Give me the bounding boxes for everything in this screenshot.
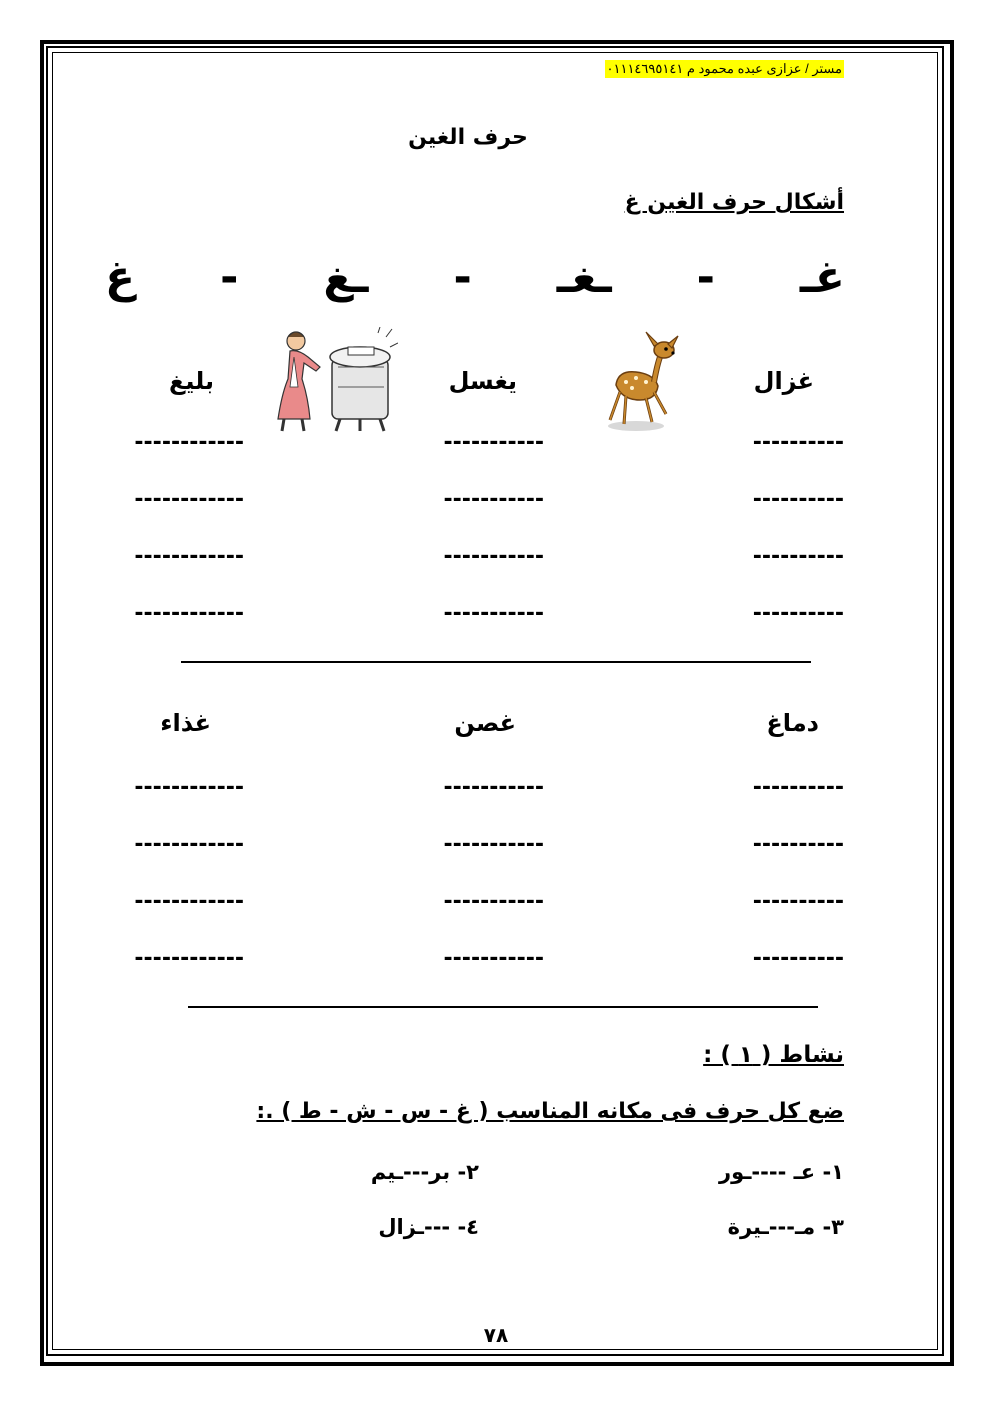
page-title: حرف الغين [408,125,528,150]
writing-line: ---------- [752,430,844,455]
writing-line: ----------- [443,487,544,512]
word-baligh: بليغ [169,367,214,395]
writing-line: ------------ [134,832,244,857]
activity-item-4: ٤- ---ـزال [378,1215,479,1239]
woman-washing-machine-illustration [268,327,398,437]
writing-line: ----------- [443,544,544,569]
writing-line: ----------- [443,601,544,626]
separator: - [453,252,472,303]
letter-form-isolated: غ [105,252,136,303]
writing-line: ------------ [134,775,244,800]
writing-line: ----------- [443,430,544,455]
letter-form-medial: ـغـ [556,252,612,303]
activity-item-1: ١- عـ ----ـور [719,1160,844,1184]
writing-line: ------------ [134,430,244,455]
letter-forms [105,252,845,303]
activity-item-2: ٢- بر---ـيم [370,1160,479,1184]
divider-line [188,1006,818,1008]
writing-line: ---------- [752,832,844,857]
writing-line: ------------ [134,544,244,569]
separator: - [220,252,239,303]
writing-line: ---------- [752,775,844,800]
writing-line: ---------- [752,601,844,626]
activity-item-3: ٣- مـ---ـيرة [727,1215,844,1239]
writing-line: ----------- [443,946,544,971]
word-dimagh: دماغ [766,709,819,737]
writing-line: ----------- [443,832,544,857]
writing-line: ---------- [752,889,844,914]
writing-line: ---------- [752,487,844,512]
letter-form-initial: غـ [799,252,845,303]
writing-line: ---------- [752,544,844,569]
writing-line: ------------ [134,889,244,914]
word-ghazal: غزال [753,367,814,395]
shapes-heading: أشكال حرف الغين غ [624,190,844,215]
letter-form-final: ـغ [323,252,369,303]
writing-line: ------------ [134,946,244,971]
writing-line: ----------- [443,775,544,800]
writing-line: ----------- [443,889,544,914]
word-ghidha: غذاء [160,709,211,737]
page-number: ٧٨ [483,1323,509,1347]
page-border-inner [52,52,938,1350]
writing-line: ---------- [752,946,844,971]
word-ghusn: غصن [454,709,516,737]
word-yaghsil: يغسل [448,367,517,395]
separator: - [696,252,715,303]
fawn-illustration [596,330,682,434]
activity-instruction: ضع كل حرف فى مكانه المناسب ( غ - س - ش - ط ) .: [256,1099,844,1124]
writing-line: ------------ [134,601,244,626]
activity-heading: نشاط ( ١ ) : [703,1042,844,1068]
writing-line: ------------ [134,487,244,512]
teacher-credit: مستر / عزازى عبده محمود م ٠١١١٤٦٩٥١٤١ [606,61,842,76]
divider-line [181,661,811,663]
